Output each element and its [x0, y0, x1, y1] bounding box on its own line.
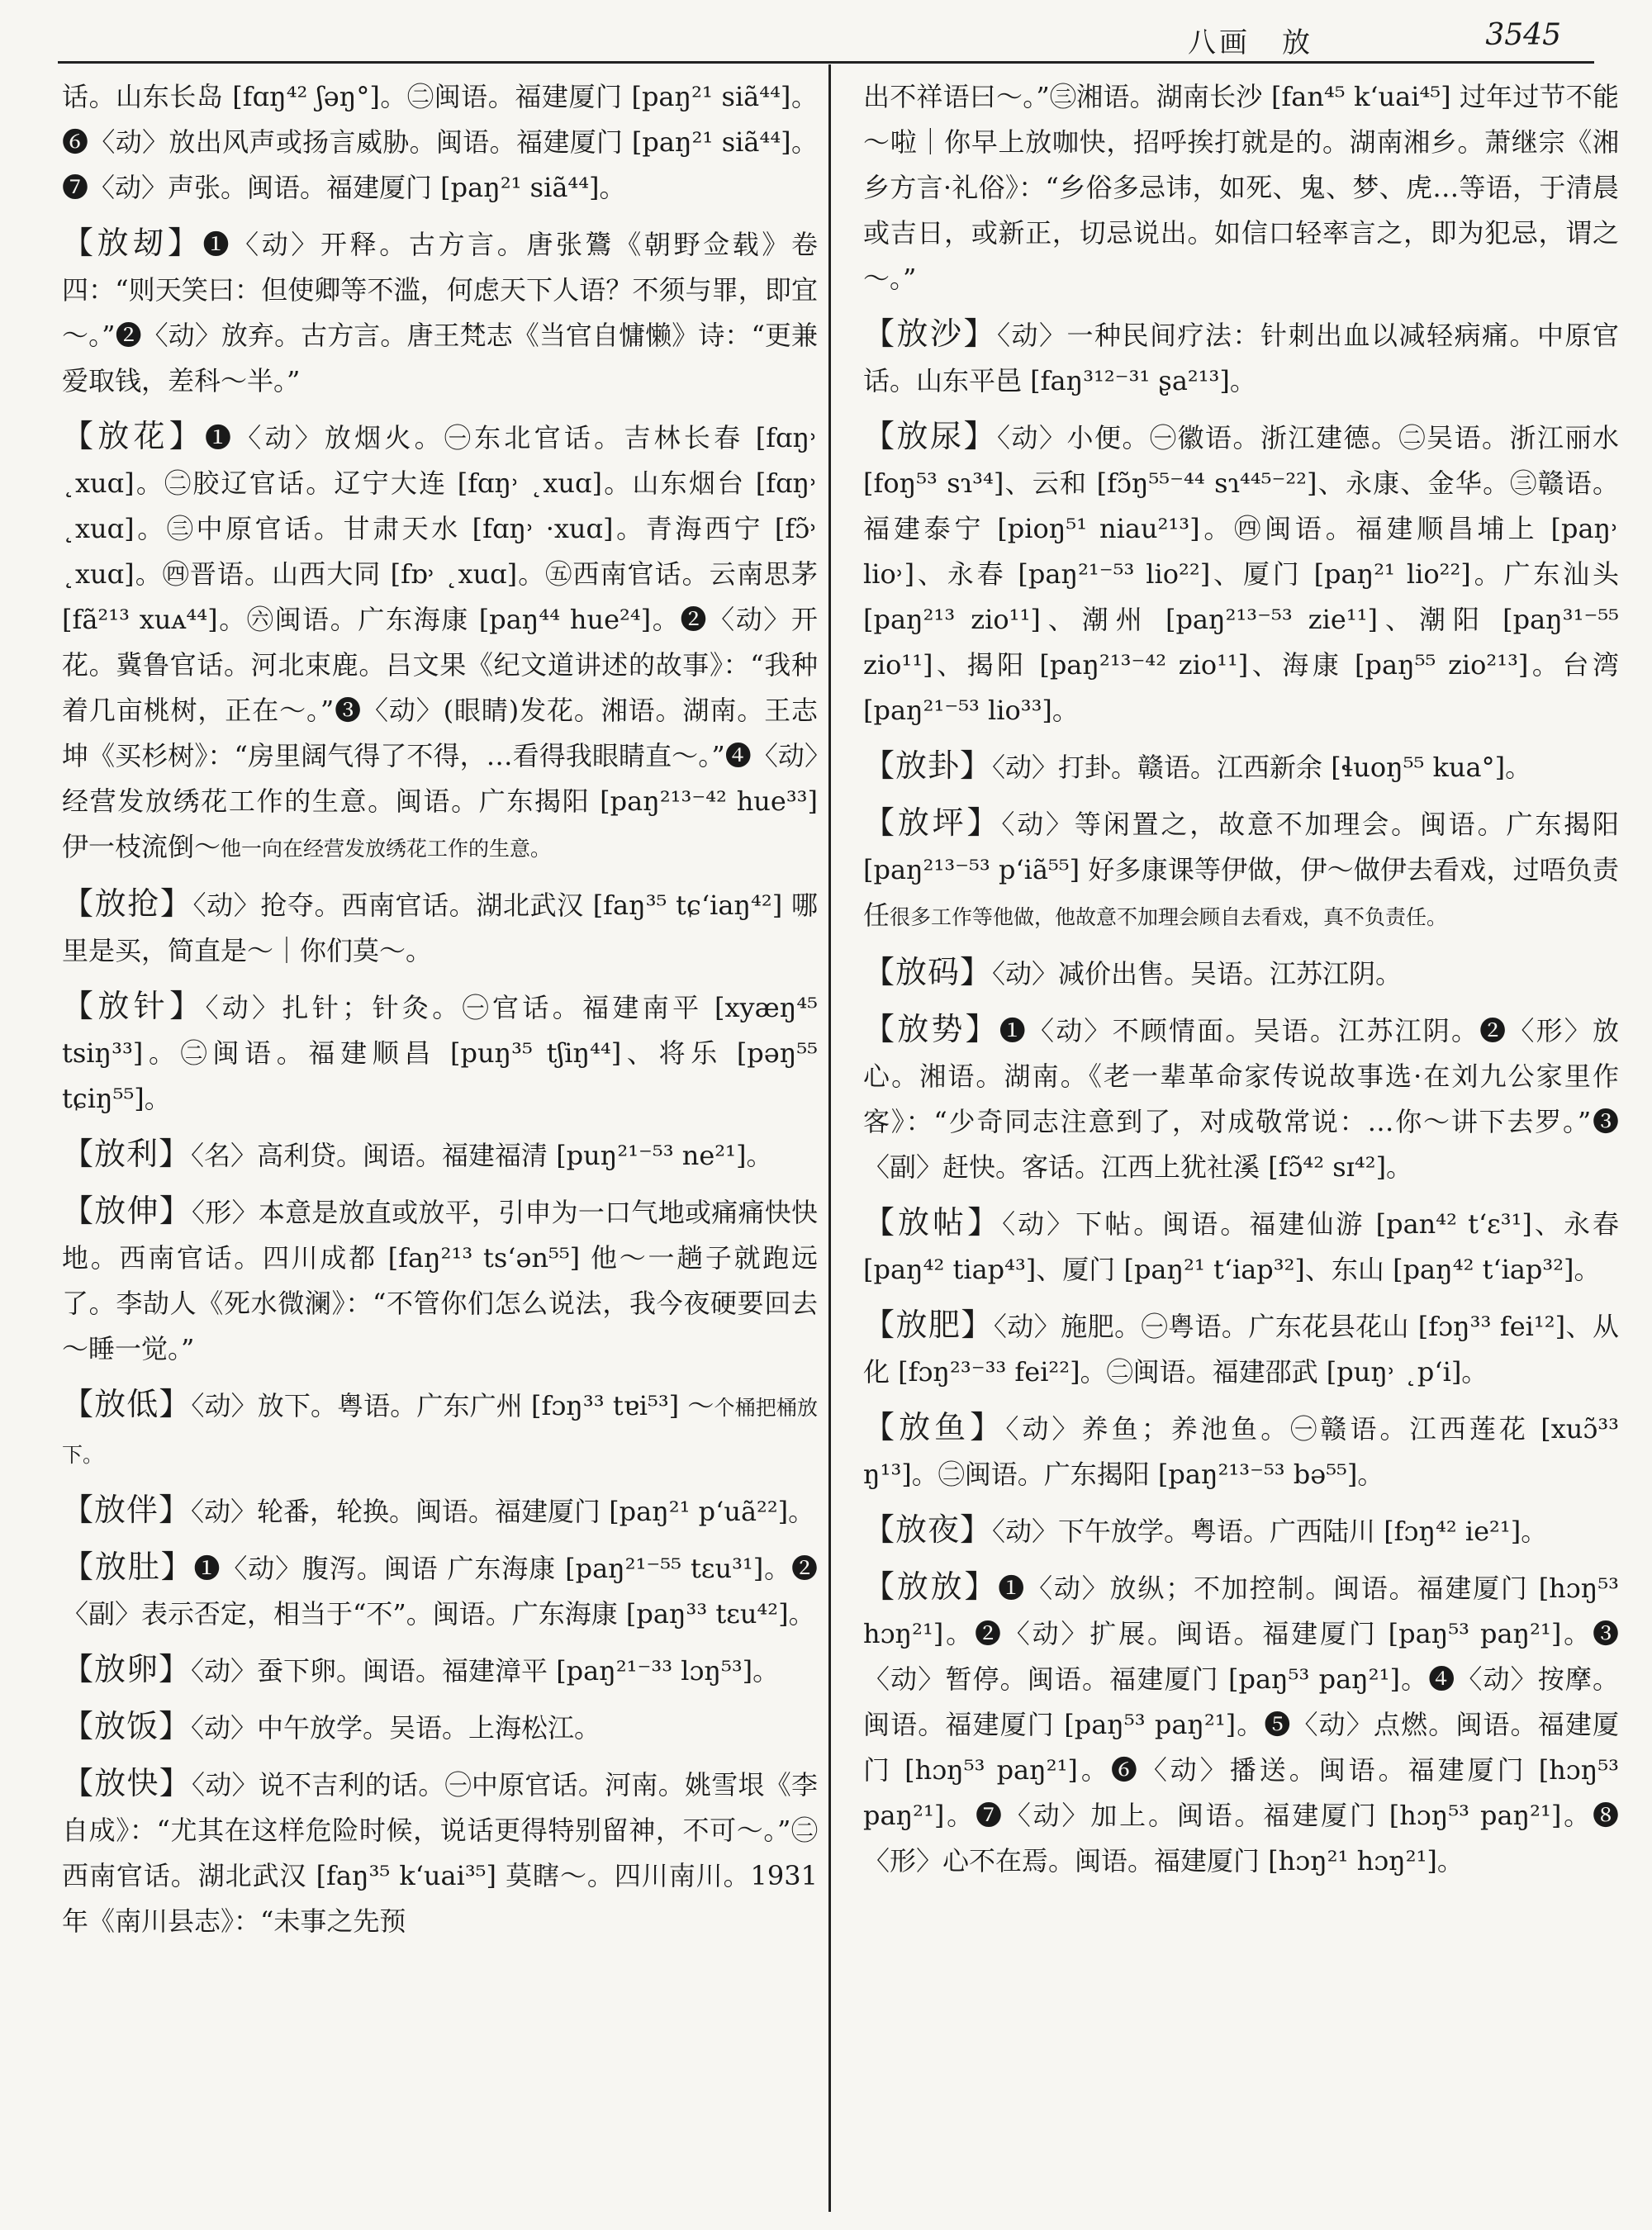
entry-definition: ❶〈动〉不顾情面。吴语。江苏江阴。❷〈形〉放心。湘语。湖南。《老一辈革命家传说故事选·在刘九公家里作客》：“少奇同志注意到了，对成敬常说：…你～讲下去罗。”❸〈副〉赶快。客话。江西上犹社溪 [fɔ̃⁴² sɪ⁴²]。: [863, 1015, 1619, 1183]
entry-headword: 【放伴】: [62, 1492, 192, 1528]
dictionary-entry: [863, 950, 1619, 997]
right-column: [863, 74, 1619, 2213]
entry-headword: 【放饭】: [62, 1708, 192, 1744]
entry-headword: 【放快】: [62, 1765, 192, 1801]
entry-definition: 〈动〉等闲置之，故意不加理会。闽语。广东揭阳 [paŋ²¹³⁻⁵³ pʻiã⁵⁵] 好多康课等伊做，伊～做伊去看戏，过唔负责任: [863, 809, 1619, 931]
entry-definition: 〈动〉扎针；针灸。㊀官话。福建南平 [xyæŋ⁴⁵ tsiŋ³³]。㊁闽语。福建顺昌 [puŋ³⁵ tʃiŋ⁴⁴]、将乐 [pəŋ⁵⁵ tɕiŋ⁵⁵]。: [62, 992, 818, 1114]
left-column: [62, 74, 818, 2213]
dictionary-entry: [863, 1405, 1619, 1497]
entry-headword: 【放沙】: [863, 316, 997, 352]
entry-headword: 【放花】: [62, 418, 205, 454]
dictionary-entry: [863, 414, 1619, 733]
dictionary-entry: [62, 1487, 818, 1535]
entry-headword: 【放卦】: [863, 747, 993, 784]
entry-headword: 【放坪】: [863, 804, 1002, 841]
entry-definition: 〈动〉放下。粤语。广东广州 [fɔŋ³³ tɐi⁵³] ～: [191, 1390, 714, 1421]
entry-headword: 【放低】: [62, 1386, 192, 1422]
entry-definition: 〈动〉一种民间疗法：针刺出血以减轻病痛。中原官话。山东平邑 [faŋ³¹²⁻³¹ ʂa²¹³]。: [863, 320, 1619, 396]
entry-headword: 【放针】: [62, 988, 206, 1024]
dictionary-entry: [62, 1189, 818, 1372]
dictionary-entry: [863, 1007, 1619, 1190]
dictionary-entry: [62, 984, 818, 1122]
entry-headword: 【放肚】: [62, 1549, 194, 1585]
dictionary-entry: [863, 743, 1619, 790]
entry-definition: 〈动〉说不吉利的话。㊀中原官话。河南。姚雪垠《李自成》：“尤其在这样危险时候，说话更得特别留神，不可～。”㊁西南官话。湖北武汉 [faŋ³⁵ kʻuai³⁵] 莫瞎～。四川南川。1931年《南川县志》：“未事之先预: [62, 1769, 818, 1937]
entry-definition: 〈动〉抢夺。西南官话。湖北武汉 [faŋ³⁵ tɕʻiaŋ⁴²] 哪里是买，简直是～｜你们莫～。: [62, 890, 818, 966]
entry-definition: 〈动〉蚕下卵。闽语。福建漳平 [paŋ²¹⁻³³ lɔŋ⁵³]。: [191, 1655, 780, 1687]
dictionary-entry: [863, 1200, 1619, 1293]
entry-headword: 【放夜】: [863, 1511, 993, 1548]
dictionary-entry: [863, 1302, 1619, 1395]
entry-definition: 〈动〉中午放学。吴语。上海松江。: [191, 1712, 601, 1744]
entry-definition: ❶〈动〉腹泻。闽语 广东海康 [paŋ²¹⁻⁵⁵ tɛu³¹]。❷〈副〉表示否定，相当于“不”。闽语。广东海康 [paŋ³³ tɛu⁴²]。: [62, 1553, 818, 1630]
dictionary-entry: [863, 1507, 1619, 1554]
entry-definition: 〈动〉下帖。闽语。福建仙游 [pan⁴² tʻɛ³¹]、永春 [paŋ⁴² tiap⁴³]、厦门 [paŋ²¹ tʻiap³²]、东山 [paŋ⁴² tʻiap³²]。: [863, 1208, 1619, 1285]
column-divider: [828, 64, 831, 2212]
entry-definition: 〈形〉本意是放直或放平，引申为一口气地或痛痛快快地。西南官话。四川成都 [faŋ²¹³ tsʻən⁵⁵] 他～一趟子就跑远了。李劼人《死水微澜》：“不管你们怎么说法，我今夜硬要回去～睡一觉。”: [62, 1197, 818, 1364]
dictionary-entry: [62, 1647, 818, 1694]
page-header: [58, 15, 1594, 64]
page-number: 3545: [1485, 18, 1561, 52]
section-title: 八画 放: [1188, 26, 1313, 59]
entry-translation-note: 很多工作等他做，他故意不加理会顾自去看戏，真不负责任。: [890, 905, 1448, 929]
entry-headword: 【放放】: [863, 1568, 999, 1605]
entry-headword: 【放鱼】: [863, 1409, 1006, 1445]
entry-definition: 〈动〉养鱼；养池鱼。㊀赣语。江西莲花 [xuɔ̃³³ ŋ¹³]。㊁闽语。广东揭阳 [paŋ²¹³⁻⁵³ bə⁵⁵]。: [863, 1413, 1619, 1490]
entry-headword: 【放势】: [863, 1011, 999, 1047]
entry-definition: 〈动〉小便。㊀徽语。浙江建德。㊁吴语。浙江丽水 [foŋ⁵³ sɿ³⁴]、云和 [fɔ̃ŋ⁵⁵⁻⁴⁴ sɿ⁴⁴⁵⁻²²]、永康、金华。㊂赣语。福建泰宁 [pioŋ⁵¹ niau²¹³]。㊃闽语。福建顺昌埔上 [paŋ˒ lio˒]、永春 [paŋ²¹⁻⁵³ lio²²]、厦门 [paŋ²¹ lio²²]。广东汕头 [paŋ²¹³ zio¹¹]、潮州 [paŋ²¹³⁻⁵³ zie¹¹]、潮阳 [paŋ³¹⁻⁵⁵ zio¹¹]、揭阳 [paŋ²¹³⁻⁴² zio¹¹]、海康 [paŋ⁵⁵ zio²¹³]。台湾 [paŋ²¹⁻⁵³ lio³³]。: [863, 422, 1619, 726]
entry-definition: 话。山东长岛 [fɑŋ⁴² ʃəŋ°]。㊁闽语。福建厦门 [paŋ²¹ siã⁴⁴]。❻〈动〉放出风声或扬言威胁。闽语。福建厦门 [paŋ²¹ siã⁴⁴]。❼〈动〉声张。闽语。福建厦门 [paŋ²¹ siã⁴⁴]。: [62, 81, 818, 203]
dictionary-entry: [62, 1382, 818, 1478]
entry-headword: 【放刼】: [62, 225, 203, 261]
entry-headword: 【放码】: [863, 954, 993, 990]
entry-translation-note: 他一向在经营发放绣花工作的生意。: [221, 837, 552, 861]
entry-headword: 【放帖】: [863, 1204, 1003, 1241]
dictionary-entry: [62, 1544, 818, 1637]
entry-continuation: [62, 74, 818, 211]
dictionary-entry: [62, 1132, 818, 1179]
dictionary-entry: [62, 1761, 818, 1944]
entry-definition: 〈动〉打卦。赣语。江西新余 [ɬuoŋ⁵⁵ kua°]。: [992, 752, 1532, 783]
dictionary-entry: [62, 221, 818, 404]
entry-definition: ❶〈动〉放烟火。㊀东北官话。吉林长春 [fɑŋ˒ ˛xuɑ]。㊁胶辽官话。辽宁大连 [fɑŋ˒ ˛xuɑ]。山东烟台 [fɑŋ˒ ˛xuɑ]。㊂中原官话。甘肃天水 [fɑŋ˒ ·xuɑ]。青海西宁 [fɔ̃˒ ˛xuɑ]。㊃晋语。山西大同 [fɒ˒ ˛xuɑ]。㊄西南官话。云南思茅 [fã²¹³ xuᴀ⁴⁴]。㊅闽语。广东海康 [paŋ⁴⁴ hue²⁴]。❷〈动〉开花。冀鲁官话。河北束鹿。吕文果《纪文道讲述的故事》：“我种着几亩桃树，正在～。”❸〈动〉(眼睛)发花。湘语。湖南。王志坤《买杉树》：“房里阔气得了不得，…看得我眼睛直～。”❹〈动〉经营发放绣花工作的生意。闽语。广东揭阳 [paŋ²¹³⁻⁴² hue³³] 伊一枝流倒～: [62, 422, 818, 862]
dictionary-entry: [863, 1564, 1619, 1884]
entry-headword: 【放肥】: [863, 1307, 994, 1343]
entry-definition: 〈动〉下午放学。粤语。广西陆川 [fɔŋ⁴² ie²¹]。: [992, 1516, 1548, 1547]
dictionary-entry: [62, 881, 818, 974]
entry-continuation: [863, 74, 1619, 301]
entry-definition: ❶〈动〉放纵；不加控制。闽语。福建厦门 [hɔŋ⁵³ hɔŋ²¹]。❷〈动〉扩展。闽语。福建厦门 [paŋ⁵³ paŋ²¹]。❸〈动〉暂停。闽语。福建厦门 [paŋ⁵³ paŋ²¹]。❹〈动〉按摩。闽语。福建厦门 [paŋ⁵³ paŋ²¹]。❺〈动〉点燃。闽语。福建厦门 [hɔŋ⁵³ paŋ²¹]。❻〈动〉播送。闽语。福建厦门 [hɔŋ⁵³ paŋ²¹]。❼〈动〉加上。闽语。福建厦门 [hɔŋ⁵³ paŋ²¹]。❽〈形〉心不在焉。闽语。福建厦门 [hɔŋ²¹ hɔŋ²¹]。: [863, 1573, 1619, 1877]
entry-definition: ❶〈动〉开释。古方言。唐张鷟《朝野佥载》卷四：“则天笑曰：但使卿等不滥，何虑天下人语？不须与罪，即宜～。”❷〈动〉放弃。古方言。唐王梵志《当官自慵懒》诗：“更兼爱取钱，差科～半。”: [62, 229, 818, 396]
entry-definition: 〈动〉减价出售。吴语。江苏江阴。: [992, 958, 1403, 989]
dictionary-entry: [62, 414, 818, 871]
dictionary-entry: [863, 800, 1619, 940]
entry-definition: 〈动〉轮番，轮换。闽语。福建厦门 [paŋ²¹ pʻuã²²]。: [191, 1496, 815, 1527]
entry-headword: 【放伸】: [62, 1193, 192, 1229]
dictionary-entry: [863, 311, 1619, 404]
entry-definition: 〈名〉高利贷。闽语。福建福清 [puŋ²¹⁻⁵³ ne²¹]。: [191, 1140, 773, 1171]
entry-headword: 【放卵】: [62, 1651, 192, 1687]
dictionary-entry: [62, 1704, 818, 1751]
entry-headword: 【放尿】: [863, 418, 997, 454]
entry-headword: 【放抢】: [62, 885, 193, 922]
entry-definition: 〈动〉施肥。㊀粤语。广东花县花山 [fɔŋ³³ fei¹²]、从化 [fɔŋ²³⁻³³ fei²²]。㊁闽语。福建邵武 [puŋ˒ ˛pʻi]。: [863, 1311, 1619, 1388]
entry-translation-note: 个桶把桶放下。: [62, 1396, 818, 1467]
entry-definition: 出不祥语曰～。”㊂湘语。湖南长沙 [fan⁴⁵ kʻuai⁴⁵] 过年过节不能～啦｜你早上放咖快，招呼挨打就是的。湖南湘乡。萧继宗《湘乡方言·礼俗》：“乡俗多忌讳，如死、鬼、梦、虎…等语，于清晨或吉日，或新正，切忌说出。如信口轻率言之，即为犯忌，谓之～。”: [863, 81, 1619, 294]
entry-headword: 【放利】: [62, 1136, 192, 1172]
